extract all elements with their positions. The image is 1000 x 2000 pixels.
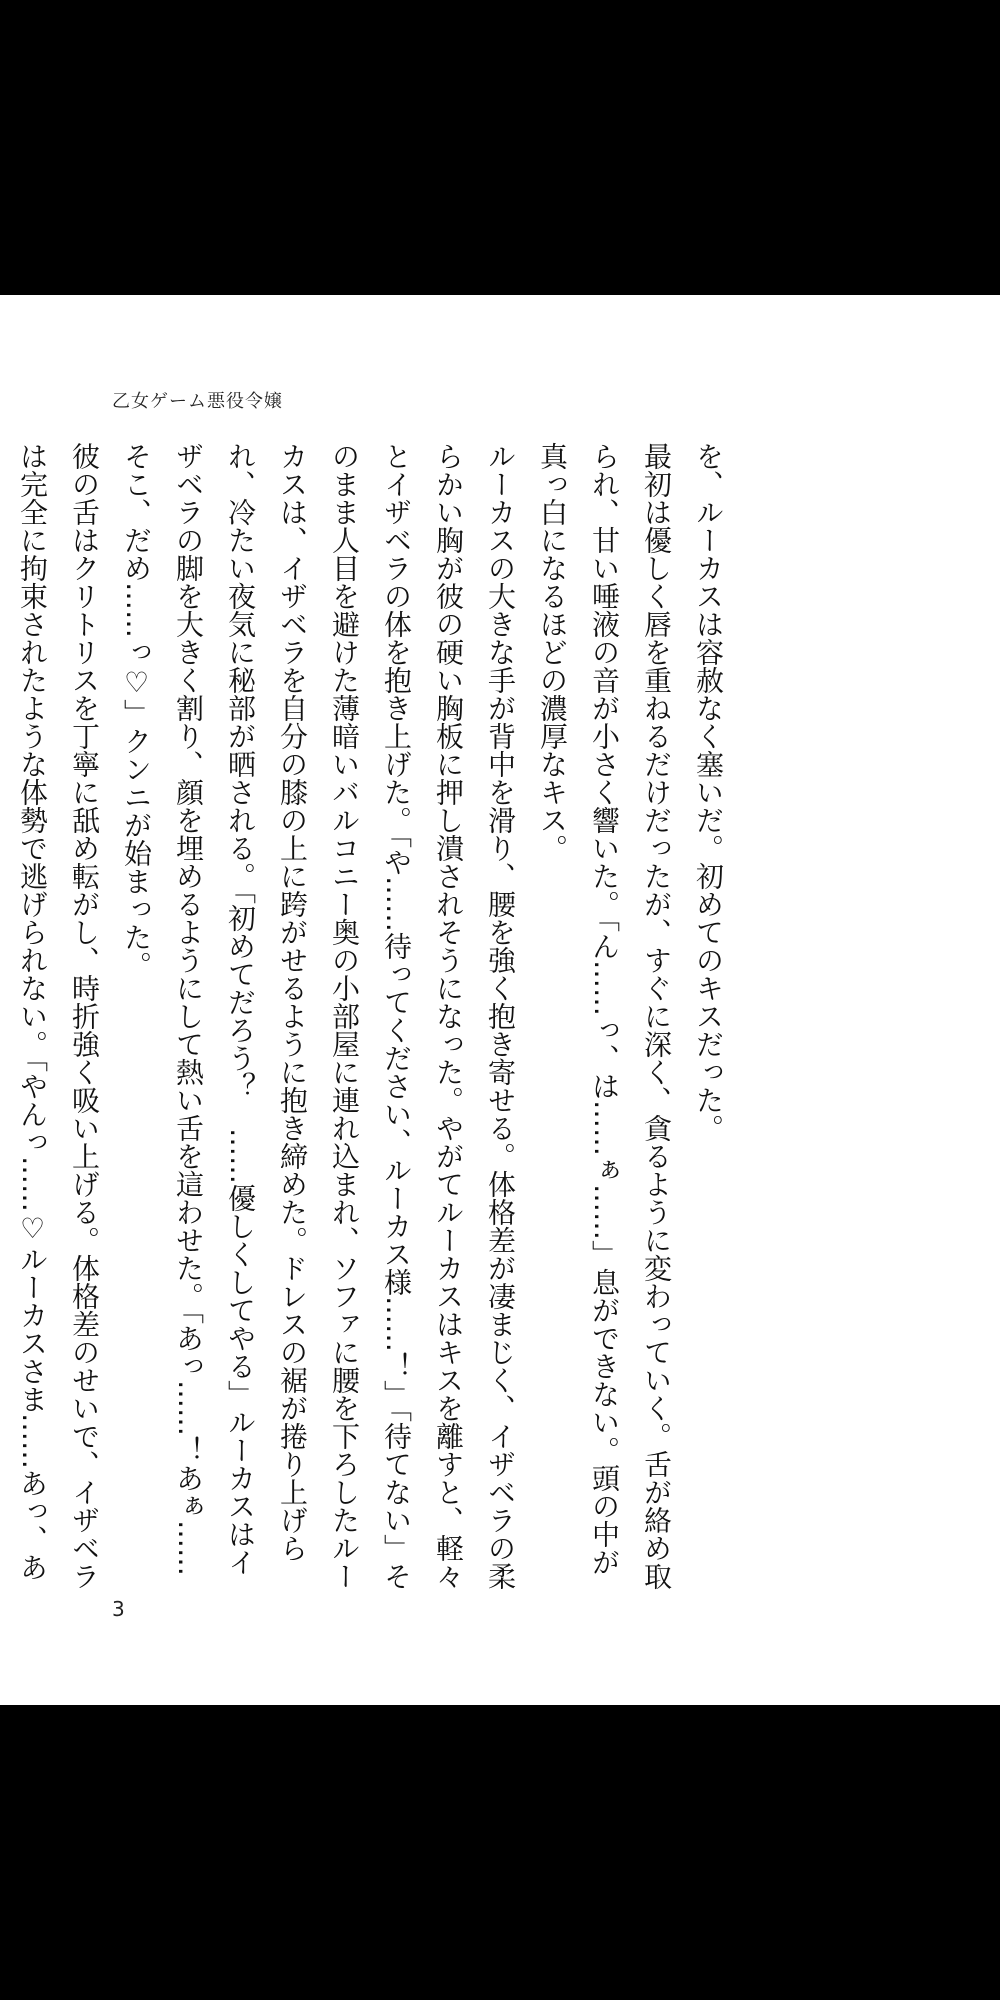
body-paragraph: を、ルーカスは容赦なく塞いだ。初めてのキスだった。 最初は優しく唇を重ねるだけだったが、すぐに深く、貪るように変わっていく。舌が絡め取られ、甘い唾液の音が小さく響いた。「ん……っ、は……ぁ……」息ができない。頭の中が真っ白になるほどの濃厚なキス。 ルーカスの大きな手が背中を滑り、腰を強く抱き寄せる。体格差が凄まじく、イザベラの柔らかい胸が彼の硬い胸板に押し潰されそうになった。やがてルーカスはキスを離すと、軽々とイザベラの体を抱き上げた。「や……待ってください、ルーカス様……！」「待てない」そのまま人目を避けた薄暗いバルコニー奥の小部屋に連れ込まれ、ソファに腰を下ろしたルーカスは、イザベラを自分の膝の上に跨がせるように抱き締めた。ドレスの裾が捲り上げられ、冷たい夜気に秘部が晒される。「初めてだろう？ ……優しくしてやる」ルーカスはイザベラの脚を大きく割り、顔を埋めるようにして熱い舌を這わせた。「あっ……！あぁ……そこ、だめ……っ♡」クンニが始まった。 彼の舌はクリトリスを丁寧に舐め転がし、時折強く吸い上げる。体格差のせいで、イザベラは完全に拘束されたような体勢で逃げられない。「やんっ……♡ルーカスさま……あっ、あ <box>16 442 725 1590</box>
running-title: 乙女ゲーム悪役令嬢 <box>112 391 283 412</box>
book-page <box>0 295 1000 1705</box>
page-number: 3 <box>112 1597 125 1621</box>
vertical-body-text <box>16 442 838 1592</box>
